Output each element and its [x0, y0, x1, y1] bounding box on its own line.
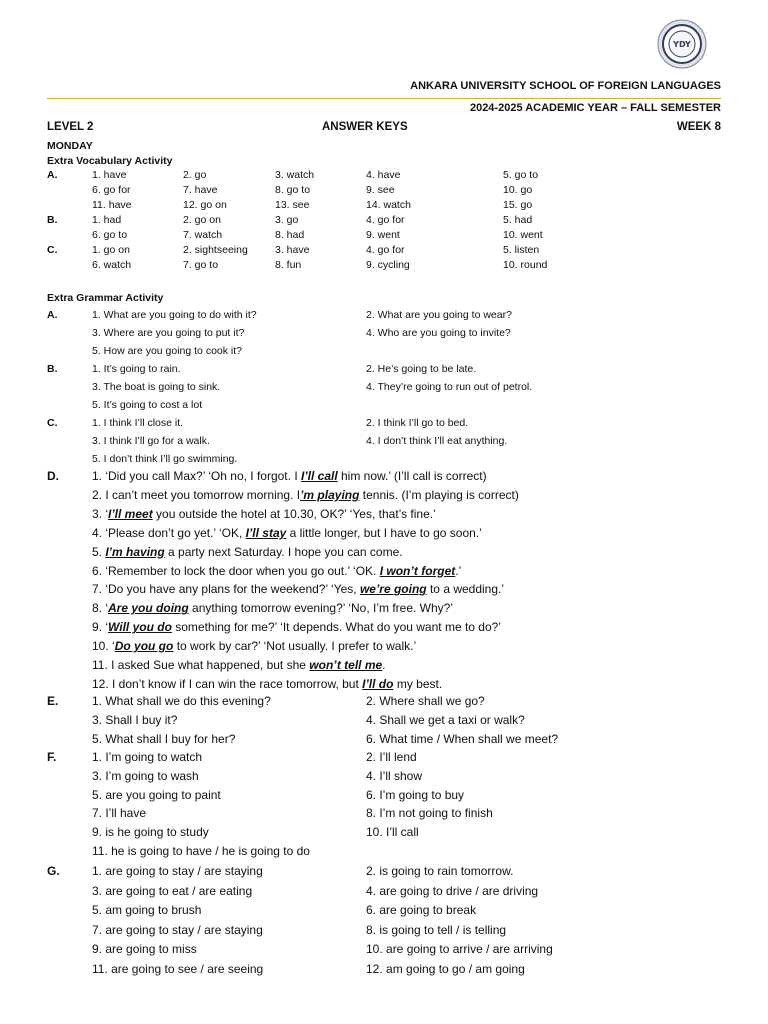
sentence-line	[92, 658, 386, 672]
vocab-answer: 5. listen	[503, 244, 540, 256]
sentence-text: a party next Saturday. I hope you can come.	[164, 544, 403, 559]
answer-item: 9. is he going to study	[92, 825, 209, 840]
answer-item: 1. are going to stay / are staying	[92, 864, 263, 878]
sentence-line	[92, 677, 442, 691]
sentence-text: him now.’ (I’ll call is correct)	[337, 469, 487, 483]
answer-item: 7. are going to stay / are staying	[92, 922, 263, 937]
grammar-label-d: D.	[47, 469, 59, 483]
answer-item: 5. I don’t think I’ll go swimming.	[92, 453, 238, 465]
vocab-answer: 15. go	[503, 199, 533, 211]
header-divider	[47, 98, 721, 99]
sentence-text: 9. ‘	[92, 620, 109, 635]
sentence-text: .	[382, 658, 386, 672]
sentence-line	[92, 582, 504, 596]
answer-item: 11. are going to see / are seeing	[92, 962, 264, 976]
highlighted-answer: I’ll meet	[108, 506, 153, 521]
sentence-line	[92, 545, 403, 559]
grammar-label-a: A.	[47, 309, 58, 321]
vocab-answer: 12. go on	[183, 199, 227, 211]
sentence-text: 11. I asked Sue what happened, but she	[92, 658, 310, 672]
grammar-heading: Extra Grammar Activity	[47, 292, 164, 304]
level-label: LEVEL 2	[47, 121, 94, 133]
vocab-answer: 5. go to	[503, 169, 539, 181]
vocab-answer: 4. go for	[366, 244, 405, 256]
sentence-text: .’	[455, 563, 462, 578]
vocab-label: B.	[47, 214, 58, 226]
sentence-line	[92, 601, 453, 615]
answer-item: 8. is going to tell / is telling	[366, 922, 507, 937]
sentence-text: 1. ‘Did you call Max?’ ‘Oh no, I forgot. I	[92, 469, 301, 483]
sentence-line	[92, 469, 487, 483]
day-heading: MONDAY	[47, 140, 93, 152]
vocab-answer: 1. had	[92, 214, 122, 226]
vocab-answer: 8. fun	[275, 259, 302, 271]
sentence-text: 5.	[92, 544, 106, 559]
highlighted-answer: I’ll stay	[245, 525, 287, 540]
sentence-text: 12. I don’t know if I can win the race tomorrow, but	[92, 676, 363, 691]
answer-item: 5. It’s going to cost a lot	[92, 399, 203, 411]
vocab-answer: 11. have	[92, 199, 132, 211]
answer-item: 5. How are you going to cook it?	[92, 345, 243, 357]
sentence-line	[92, 507, 436, 521]
answer-item: 2. is going to rain tomorrow.	[366, 864, 514, 878]
highlighted-answer: we’re going	[359, 582, 427, 597]
answer-item: 5. am going to brush	[92, 903, 202, 918]
answer-item: 2. I think I’ll go to bed.	[366, 417, 469, 429]
sentence-line	[92, 564, 461, 578]
answer-item: 6. are going to break	[366, 903, 477, 918]
vocab-answer: 4. have	[366, 169, 401, 181]
sentence-line	[92, 526, 482, 540]
grammar-label-b: B.	[47, 363, 58, 375]
vocab-answer: 13. see	[275, 199, 310, 211]
sentence-line	[92, 620, 501, 634]
vocab-answer: 9. cycling	[366, 259, 410, 271]
answer-item: 10. I’ll call	[366, 825, 419, 840]
answer-item: 1. What shall we do this evening?	[92, 694, 271, 708]
vocab-answer: 3. watch	[275, 169, 315, 181]
answer-item: 7. I’ll have	[92, 806, 147, 821]
sentence-text: 2. I can’t meet you tomorrow morning. I	[92, 487, 301, 502]
sentence-text: something for me?’ ‘It depends. What do you want me to do?’	[171, 620, 501, 635]
answer-item: 11. he is going to have / he is going to do	[92, 844, 310, 858]
answer-item: 4. are going to drive / are driving	[366, 883, 539, 898]
highlighted-answer: Do you go	[114, 639, 174, 654]
vocab-answer: 2. go	[183, 169, 207, 181]
highlighted-answer: I’ll call	[300, 469, 338, 483]
grammar-label-c: C.	[47, 417, 58, 429]
highlighted-answer: won’t tell me	[309, 658, 383, 672]
answer-item: 4. Shall we get a taxi or walk?	[366, 712, 525, 727]
vocab-answer: 7. watch	[183, 229, 223, 241]
answer-item: 4. Who are you going to invite?	[366, 327, 511, 339]
sentence-text: to a wedding.’	[426, 582, 505, 597]
sentence-text: 3. ‘	[92, 506, 109, 521]
vocab-answer: 6. watch	[92, 259, 132, 271]
answer-item: 5. are you going to paint	[92, 787, 221, 802]
highlighted-answer: ’m playing	[300, 487, 360, 502]
university-seal-logo	[657, 19, 707, 69]
vocab-answer: 8. had	[275, 229, 305, 241]
sentence-text: tennis. (I’m playing is correct)	[359, 487, 519, 502]
sentence-line	[92, 488, 519, 502]
vocab-answer: 1. go on	[92, 244, 130, 256]
logo-text: YDY	[673, 40, 691, 49]
week-label: WEEK 8	[676, 121, 721, 133]
vocab-answer: 8. go to	[275, 184, 311, 196]
answer-item: 12. am going to go / am going	[366, 962, 525, 976]
vocab-answer: 3. go	[275, 214, 299, 226]
answer-item: 6. I’m going to buy	[366, 787, 465, 802]
academic-year: 2024-2025 ACADEMIC YEAR – FALL SEMESTER	[469, 102, 721, 114]
vocab-answer: 6. go to	[92, 229, 128, 241]
answer-item: 1. I’m going to watch	[92, 750, 203, 764]
answer-item: 6. What time / When shall we meet?	[366, 731, 559, 746]
sentence-text: 10. ‘	[92, 639, 115, 654]
answer-item: 2. He’s going to be late.	[366, 363, 477, 375]
sentence-text: you outside the hotel at 10.30, OK?’ ‘Yes, that’s fine.’	[152, 506, 436, 521]
answer-item: 10. are going to arrive / are arriving	[366, 942, 553, 957]
answer-item: 3. are going to eat / are eating	[92, 883, 253, 898]
vocab-label: C.	[47, 244, 58, 256]
sentence-line	[92, 639, 416, 653]
answer-item: 3. I think I’ll go for a walk.	[92, 435, 210, 447]
answer-item: 9. are going to miss	[92, 942, 197, 957]
vocab-answer: 2. sightseeing	[183, 244, 248, 256]
answer-item: 4. They’re going to run out of petrol.	[366, 381, 533, 393]
highlighted-answer: I’m having	[105, 544, 165, 559]
vocab-answer: 5. had	[503, 214, 533, 226]
vocab-label: A.	[47, 169, 58, 181]
highlighted-answer: Are you doing	[108, 601, 189, 616]
vocab-answer: 9. see	[366, 184, 395, 196]
answer-item: 8. I’m not going to finish	[366, 806, 493, 821]
answer-item: 3. Shall I buy it?	[92, 712, 178, 727]
answer-item: 4. I’ll show	[366, 768, 423, 783]
sentence-text: my best.	[393, 676, 443, 691]
vocab-answer: 4. go for	[366, 214, 405, 226]
answer-item: 2. Where shall we go?	[366, 694, 485, 708]
vocab-answer: 2. go on	[183, 214, 221, 226]
answer-item: 1. What are you going to do with it?	[92, 309, 257, 321]
answer-item: 4. I don’t think I’ll eat anything.	[366, 435, 508, 447]
vocab-answer: 3. have	[275, 244, 310, 256]
answer-item: 3. I’m going to wash	[92, 768, 199, 783]
vocab-answer: 9. went	[366, 229, 400, 241]
sentence-text: 6. ‘Remember to lock the door when you go out.’ ‘OK.	[92, 563, 380, 578]
vocab-heading: Extra Vocabulary Activity	[47, 155, 173, 167]
sentence-text: anything tomorrow evening?’ ‘No, I’m free. Why?’	[188, 601, 454, 616]
vocab-answer: 7. have	[183, 184, 218, 196]
sentence-text: to work by car?’ ‘Not usually. I prefer to walk.’	[173, 639, 417, 654]
answer-item: 1. It’s going to rain.	[92, 363, 181, 375]
vocab-answer: 6. go for	[92, 184, 131, 196]
answer-item: 2. I’ll lend	[366, 750, 417, 764]
grammar-label-g: G.	[47, 864, 60, 878]
sentence-text: a little longer, but I have to go soon.’	[286, 525, 482, 540]
answer-item: 2. What are you going to wear?	[366, 309, 512, 321]
highlighted-answer: I’ll do	[362, 676, 394, 691]
grammar-label-e: E.	[47, 694, 59, 708]
sentence-text: 7. ‘Do you have any plans for the weekend?’ ‘Yes,	[92, 582, 360, 597]
vocab-answer: 7. go to	[183, 259, 219, 271]
vocab-answer: 10. go	[503, 184, 533, 196]
answer-item: 3. Where are you going to put it?	[92, 327, 245, 339]
document-title: ANSWER KEYS	[322, 121, 408, 133]
vocab-answer: 14. watch	[366, 199, 411, 211]
answer-item: 1. I think I’ll close it.	[92, 417, 184, 429]
highlighted-answer: I won’t forget	[379, 563, 456, 578]
sentence-text: 4. ‘Please don’t go yet.’ ‘OK,	[92, 525, 246, 540]
answer-item: 3. The boat is going to sink.	[92, 381, 221, 393]
vocab-answer: 10. went	[503, 229, 543, 241]
institution-name: ANKARA UNIVERSITY SCHOOL OF FOREIGN LANGUAGES	[410, 80, 721, 92]
sentence-text: 8. ‘	[92, 601, 109, 616]
answer-item: 5. What shall I buy for her?	[92, 731, 236, 746]
vocab-answer: 1. have	[92, 169, 127, 181]
vocab-answer: 10. round	[503, 259, 548, 271]
highlighted-answer: Will you do	[108, 620, 172, 635]
grammar-label-f: F.	[47, 750, 57, 764]
